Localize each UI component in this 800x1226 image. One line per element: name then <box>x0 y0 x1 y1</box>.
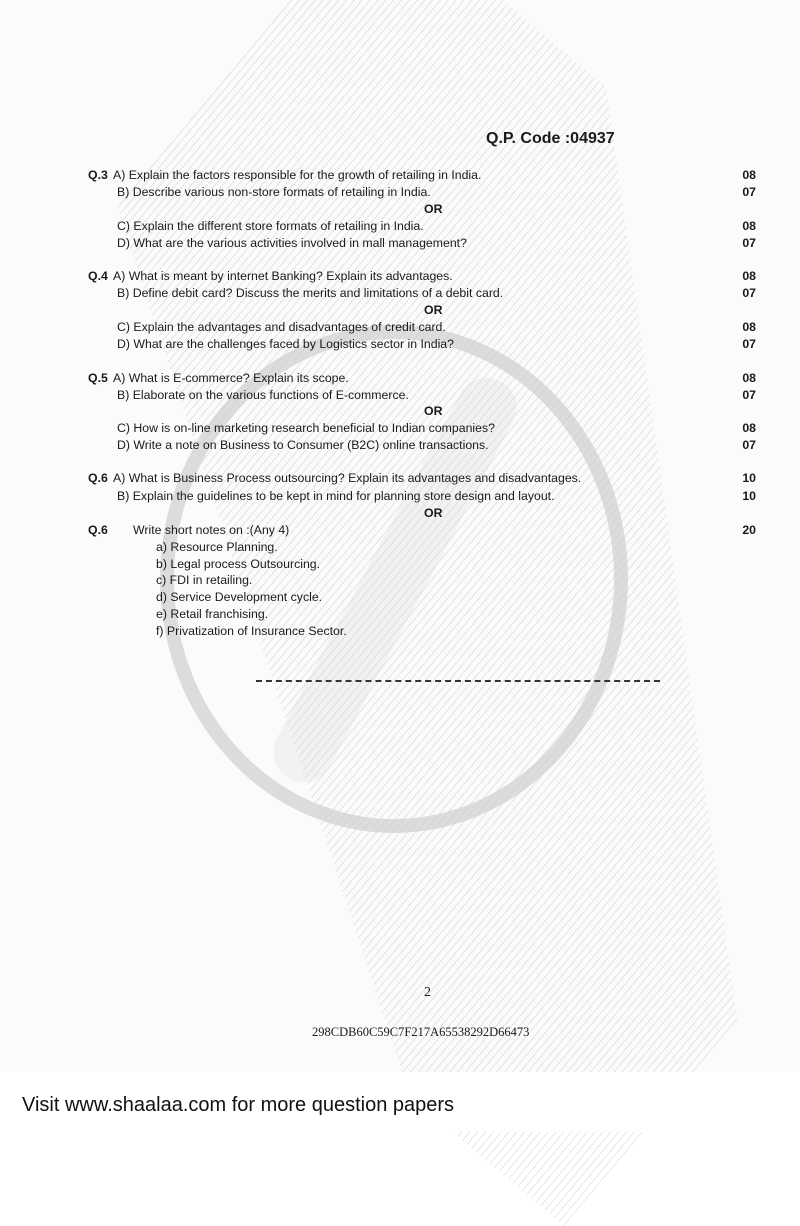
promo-footer <box>0 1072 800 1132</box>
marks: 07 <box>742 236 756 250</box>
marks: 08 <box>742 320 756 334</box>
marks: 08 <box>742 269 756 283</box>
question-number: Q.6 <box>88 471 108 485</box>
note-text: a) Resource Planning. <box>156 540 278 554</box>
question-text: B) Explain the guidelines to be kept in mind for planning store design and layout. <box>117 489 555 503</box>
or-label: OR <box>424 303 443 317</box>
note-item <box>0 572 800 589</box>
or-label: OR <box>424 404 443 418</box>
question-text: D) Write a note on Business to Consumer (B2C) online transactions. <box>117 438 489 452</box>
marks: 10 <box>742 489 756 503</box>
question-row <box>0 268 800 285</box>
question-row <box>0 470 800 487</box>
question-text: Write short notes on :(Any 4) <box>133 523 290 537</box>
question-number: Q.3 <box>88 168 108 182</box>
note-item <box>0 589 800 606</box>
question-row <box>0 319 800 336</box>
question-row <box>0 336 800 353</box>
or-row <box>0 302 800 319</box>
question-text: D) What are the challenges faced by Logistics sector in India? <box>117 337 454 351</box>
question-text: C) Explain the advantages and disadvantages of credit card. <box>117 320 446 334</box>
question-row <box>0 387 800 404</box>
marks: 08 <box>742 168 756 182</box>
question-text: A) What is meant by internet Banking? Explain its advantages. <box>113 269 453 283</box>
note-item <box>0 606 800 623</box>
question-row <box>0 420 800 437</box>
note-text: b) Legal process Outsourcing. <box>156 557 321 571</box>
question-text: A) Explain the factors responsible for the growth of retailing in India. <box>113 168 482 182</box>
question-number: Q.4 <box>88 269 108 283</box>
paper-hash-code: 298CDB60C59C7F217A65538292D66473 <box>312 1025 530 1039</box>
marks: 07 <box>742 286 756 300</box>
question-text: B) Define debit card? Discuss the merits and limitations of a debit card. <box>117 286 504 300</box>
or-row <box>0 505 800 522</box>
note-text: d) Service Development cycle. <box>156 590 323 604</box>
or-label: OR <box>424 202 443 216</box>
question-text: B) Describe various non-store formats of retailing in India. <box>117 185 431 199</box>
marks: 07 <box>742 337 756 351</box>
question-row <box>0 285 800 302</box>
or-label: OR <box>424 506 443 520</box>
marks: 07 <box>742 388 756 402</box>
promo-link[interactable]: Visit www.shaalaa.com for more question papers <box>22 1094 455 1116</box>
question-text: A) What is Business Process outsourcing? Explain its advantages and disadvantages. <box>113 471 582 485</box>
note-item <box>0 539 800 556</box>
or-row <box>0 403 800 420</box>
question-row <box>0 437 800 454</box>
marks: 10 <box>742 471 756 485</box>
qp-code: Q.P. Code :04937 <box>486 130 615 147</box>
marks: 08 <box>742 421 756 435</box>
question-row <box>0 218 800 235</box>
question-text: C) How is on-line marketing research beneficial to Indian companies? <box>117 421 495 435</box>
question-number: Q.6 <box>88 523 108 537</box>
or-row <box>0 201 800 218</box>
note-item <box>0 556 800 573</box>
question-row <box>0 488 800 505</box>
question-row <box>0 184 800 201</box>
note-text: c) FDI in retailing. <box>156 573 253 587</box>
question-text: A) What is E-commerce? Explain its scope. <box>113 371 349 385</box>
question-number: Q.5 <box>88 371 108 385</box>
question-row <box>0 167 800 184</box>
marks: 07 <box>742 438 756 452</box>
note-text: f) Privatization of Insurance Sector. <box>156 624 347 638</box>
question-row <box>0 522 800 539</box>
question-text: C) Explain the different store formats of retailing in India. <box>117 219 424 233</box>
question-text: D) What are the various activities involved in mall management? <box>117 236 467 250</box>
note-item <box>0 623 800 640</box>
marks: 08 <box>742 371 756 385</box>
page-number: 2 <box>424 985 431 1000</box>
marks: 07 <box>742 185 756 199</box>
end-divider <box>256 680 660 682</box>
question-text: B) Elaborate on the various functions of E-commerce. <box>117 388 409 402</box>
note-text: e) Retail franchising. <box>156 607 269 621</box>
question-row <box>0 370 800 387</box>
marks: 20 <box>742 523 756 537</box>
marks: 08 <box>742 219 756 233</box>
question-row <box>0 235 800 252</box>
